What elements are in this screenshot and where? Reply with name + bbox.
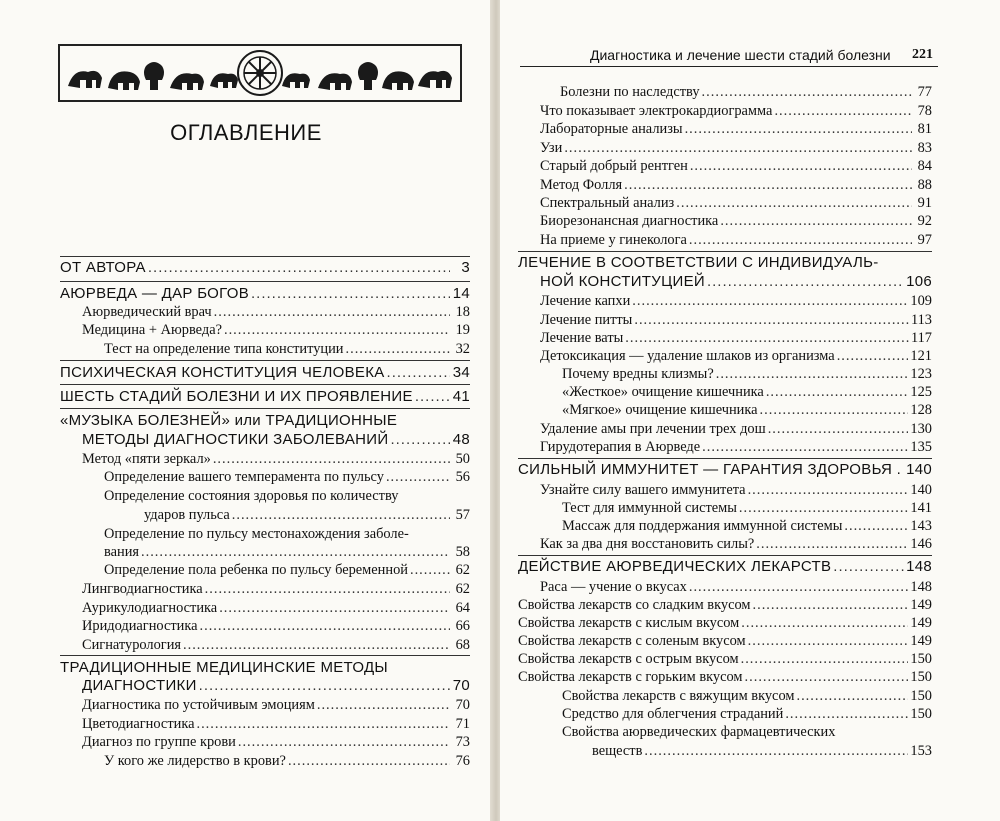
toc-entry: Удаление амы при лечении трех дош ..... 130 [540,421,932,438]
toc-entry: Свойства лекарств с горьким вкусом ..... 150 [518,669,932,686]
toc-entry: Спектральный анализ ..... 91 [540,195,932,212]
toc-entry: Определение состояния здоровья по количеству [104,488,399,504]
toc-entry: Свойства аюрведических фармацевтических [562,724,836,740]
toc-entry: Лечение питты ..... 113 [540,312,932,329]
section-divider [60,256,470,257]
toc-entry: ДИАГНОСТИКИ ..... 70 [82,677,470,694]
section-divider [60,655,470,656]
toc-entry: Как за два дня восстановить силы? ..... 146 [540,536,932,553]
toc-entry: АЮРВЕДА — ДАР БОГОВ ..... 14 [60,285,470,302]
section-divider [518,458,932,459]
toc-entry: Раса — учение о вкусах ..... 148 [540,579,932,596]
toc-entry: ТРАДИЦИОННЫЕ МЕДИЦИНСКИЕ МЕТОДЫ [60,659,389,676]
toc-entry: Метод «пяти зеркал» ..... 50 [82,451,470,468]
running-head-title: Диагностика и лечение шести стадий болезни [590,47,891,63]
toc-entry: ОТ АВТОРА ..... 3 [60,259,470,276]
decorative-elephant-frieze [58,44,462,102]
toc-entry: Цветодиагностика ..... 71 [82,716,470,733]
section-divider [60,360,470,361]
elephant-frieze-icon [60,46,460,100]
toc-entry: Свойства лекарств с вяжущим вкусом ..... 150 [562,688,932,705]
toc-entry: ЛЕЧЕНИЕ В СООТВЕТСТВИИ С ИНДИВИДУАЛЬ- [518,254,879,271]
toc-entry: «Мягкое» очищение кишечника ..... 128 [562,402,932,419]
section-divider [518,251,932,252]
toc-entry: Узнайте силу вашего иммунитета ..... 140 [540,482,932,499]
section-divider [518,555,932,556]
page-number: 221 [912,47,933,62]
toc-entry: Лечение ваты ..... 117 [540,330,932,347]
toc-entry: Лингводиагностика ..... 62 [82,581,470,598]
toc-entry: Массаж для поддержания иммунной системы ..... 143 [562,518,932,535]
running-head-rule [520,66,938,67]
toc-entry: Средство для облегчения страданий ..... 150 [562,706,932,723]
toc-entry: Аурикулодиагностика ..... 64 [82,600,470,617]
toc-entry: Аюрведический врач ..... 18 [82,304,470,321]
toc-entry: ДЕЙСТВИЕ АЮРВЕДИЧЕСКИХ ЛЕКАРСТВ ..... 148 [518,558,932,575]
toc-entry: Лечение капхи ..... 109 [540,293,932,310]
toc-entry: Свойства лекарств с острым вкусом ..... 150 [518,651,932,668]
toc-entry: Свойства лекарств с соленым вкусом ..... 149 [518,633,932,650]
toc-entry: вания ..... 58 [104,544,470,561]
toc-entry: Метод Фолля ..... 88 [540,177,932,194]
toc-entry: СИЛЬНЫЙ ИММУНИТЕТ — ГАРАНТИЯ ЗДОРОВЬЯ . ..... 140 [518,461,932,478]
toc-entry: У кого же лидерство в крови? ..... 76 [104,753,470,770]
toc-entry: Определение пола ребенка по пульсу беременной ..... 62 [104,562,470,579]
section-divider [60,281,470,282]
toc-entry: Определение по пульсу местонахождения заболе- [104,526,409,542]
toc-entry: Узи ..... 83 [540,140,932,157]
toc-entry: Гирудотерапия в Аюрведе ..... 135 [540,439,932,456]
toc-entry: Лабораторные анализы ..... 81 [540,121,932,138]
toc-entry: Тест для иммунной системы ..... 141 [562,500,932,517]
section-divider [60,384,470,385]
toc-entry: Медицина + Аюрведа? ..... 19 [82,322,470,339]
toc-entry: Свойства лекарств с кислым вкусом ..... 149 [518,615,932,632]
toc-entry: Свойства лекарств со сладким вкусом ..... 149 [518,597,932,614]
toc-entry: Детоксикация — удаление шлаков из организма ..... 121 [540,348,932,365]
toc-entry: МЕТОДЫ ДИАГНОСТИКИ ЗАБОЛЕВАНИЙ ..... 48 [82,431,470,448]
toc-entry: ШЕСТЬ СТАДИЙ БОЛЕЗНИ И ИХ ПРОЯВЛЕНИЕ ..... 41 [60,388,470,405]
toc-entry: веществ ..... 153 [592,743,932,760]
toc-entry: «Жесткое» очищение кишечника ..... 125 [562,384,932,401]
toc-entry: На приеме у гинеколога ..... 97 [540,232,932,249]
toc-entry: «МУЗЫКА БОЛЕЗНЕЙ» или ТРАДИЦИОННЫЕ [60,412,398,429]
toc-entry: Почему вредны клизмы? ..... 123 [562,366,932,383]
toc-entry: Биорезонансная диагностика ..... 92 [540,213,932,230]
toc-entry: Что показывает электрокардиограмма ..... 78 [540,103,932,120]
toc-entry: Сигнатурология ..... 68 [82,637,470,654]
toc-entry: Определение вашего темперамента по пульсу ..... 56 [104,469,470,486]
toc-title: ОГЛАВЛЕНИЕ [170,120,322,145]
toc-entry: Иридодиагностика ..... 66 [82,618,470,635]
toc-entry: Старый добрый рентген ..... 84 [540,158,932,175]
toc-entry: ПСИХИЧЕСКАЯ КОНСТИТУЦИЯ ЧЕЛОВЕКА ..... 34 [60,364,470,381]
toc-entry: Диагностика по устойчивым эмоциям ..... 70 [82,697,470,714]
toc-entry: Диагноз по группе крови ..... 73 [82,734,470,751]
section-divider [60,408,470,409]
toc-entry: Болезни по наследству ..... 77 [560,84,932,101]
toc-entry: Тест на определение типа конституции ..... 32 [104,341,470,358]
toc-entry: НОЙ КОНСТИТУЦИЕЙ ..... 106 [540,273,932,290]
toc-entry: ударов пульса ..... 57 [144,507,470,524]
